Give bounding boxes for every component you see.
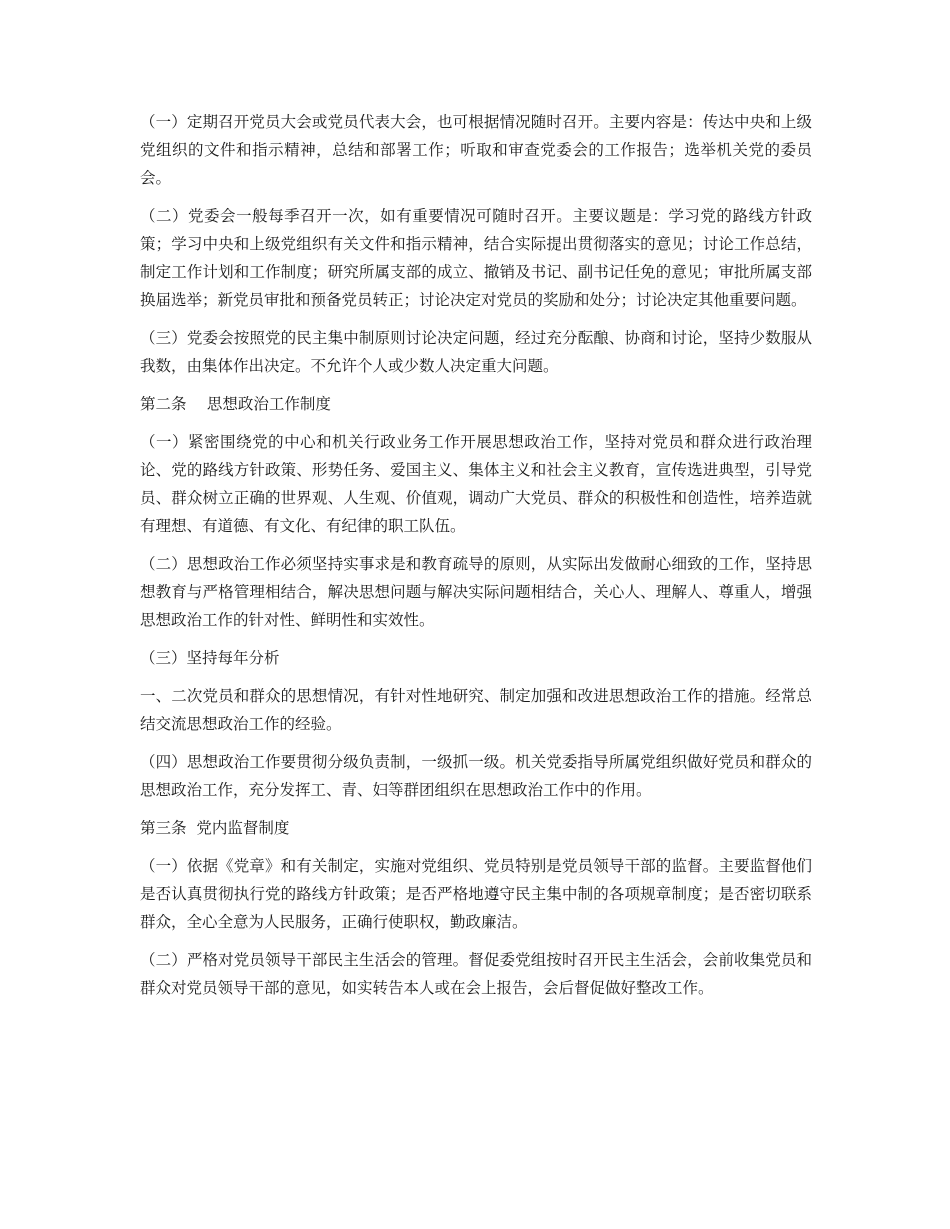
article-3-heading: 第三条 党内监督制度 xyxy=(140,819,290,837)
paragraph-11: （一）依据《党章》和有关制定，实施对党组织、党员特别是党员领导干部的监督。主要监督他们是否认真贯彻执行党的路线方针政策；是否严格地遵守民主集中制的各项规章制度；是否密切联系群众，全心全意为人民服务，正确行使职权，勤政廉洁。 xyxy=(140,857,812,931)
paragraph-2: （二）党委会一般每季召开一次，如有重要情况可随时召开。主要议题是：学习党的路线方针政策；学习中央和上级党组织有关文件和指示精神，结合实际提出贯彻落实的意见；讨论工作总结，制定工作计划和工作制度；研究所属支部的成立、撤销及书记、副书记任免的意见；审批所属支部换届选举；新党员审批和预备党员转正；讨论决定对党员的奖励和处分；讨论决定其他重要问题。 xyxy=(140,207,812,309)
paragraph-12: （二）严格对党员领导干部民主生活会的管理。督促委党组按时召开民主生活会，会前收集党员和群众对党员领导干部的意见，如实转告本人或在会上报告，会后督促做好整改工作。 xyxy=(140,951,812,997)
paragraph-7: （三）坚持每年分析 xyxy=(140,649,280,667)
paragraph-8: 一、二次党员和群众的思想情况，有针对性地研究、制定加强和改进思想政治工作的措施。经常总结交流思想政治工作的经验。 xyxy=(140,687,812,733)
paragraph-3: （三）党委会按照党的民主集中制原则讨论决定问题，经过充分酝酿、协商和讨论，坚持少数服从我数，由集体作出决定。不允许个人或少数人决定重大问题。 xyxy=(140,329,812,375)
paragraph-1: （一）定期召开党员大会或党员代表大会，也可根据情况随时召开。主要内容是：传达中央和上级党组织的文件和指示精神，总结和部署工作；听取和审查党委会的工作报告；选举机关党的委员会。 xyxy=(140,113,812,187)
paragraph-6: （二）思想政治工作必须坚持实事求是和教育疏导的原则，从实际出发做耐心细致的工作，坚持思想教育与严格管理相结合，解决思想问题与解决实际问题相结合，关心人、理解人、尊重人，增强思想政治工作的针对性、鲜明性和实效性。 xyxy=(140,555,812,629)
document-body xyxy=(140,108,812,1012)
article-2-heading: 第二条 思想政治工作制度 xyxy=(140,395,331,413)
paragraph-5: （一）紧密围绕党的中心和机关行政业务工作开展思想政治工作，坚持对党员和群众进行政治理论、党的路线方针政策、形势任务、爱国主义、集体主义和社会主义教育，宣传选进典型，引导党员、群众树立正确的世界观、人生观、价值观，调动广大党员、群众的积极性和创造性，培养造就有理想、有道德、有文化、有纪律的职工队伍。 xyxy=(140,433,812,535)
paragraph-9: （四）思想政治工作要贯彻分级负责制，一级抓一级。机关党委指导所属党组织做好党员和群众的思想政治工作，充分发挥工、青、妇等群团组织在思想政治工作中的作用。 xyxy=(140,753,812,799)
